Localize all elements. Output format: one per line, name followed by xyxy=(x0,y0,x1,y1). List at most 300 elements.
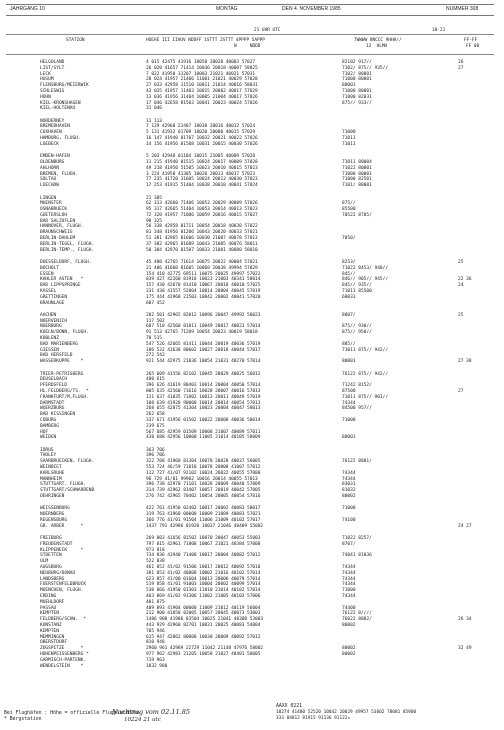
station-name: PASSAU xyxy=(40,605,57,611)
gust-groups: 26 xyxy=(458,60,464,65)
station-name: FLENSBURG/MEIERWIK xyxy=(40,83,89,89)
handwritten-time: 10224 21 utc xyxy=(124,717,161,723)
station-name: ERDING xyxy=(40,594,57,600)
station-name: AACHEN xyxy=(40,312,57,318)
station-name: KASSEL xyxy=(40,288,57,294)
table-row xyxy=(0,494,504,500)
legend-mountain-note: * Bergstation xyxy=(4,717,42,722)
station-name: DUESSELDORF, FLUGH. xyxy=(40,260,92,265)
station-group xyxy=(0,196,504,254)
station-name: EMDEN-HAFEN xyxy=(40,154,70,160)
station-name: OSNABRUECK xyxy=(40,207,68,213)
synop-groups: 1486 908 41986 83504 10025 21041 48388 53003 xyxy=(146,617,264,623)
station-name: REGENSBURG xyxy=(40,517,68,523)
synop-groups: 157 430 42670 81410 10067 20018 40010 57025 xyxy=(146,283,261,289)
weather-groups: 71011 85500 xyxy=(342,288,372,294)
synop-groups: 91 513 42765 71209 10054 20023 40019 58018 xyxy=(146,330,258,336)
weather-groups: 80002 xyxy=(342,494,356,500)
volume-label: JAHRGANG 10 xyxy=(10,6,45,12)
weather-groups: 71000 80001 xyxy=(342,88,372,94)
groups-column-header: HOEHE III IIHUV NDDFF 1STTT 2STTT 4PPPP 5APPP xyxy=(146,38,265,43)
weather-groups: 82102 917// xyxy=(342,60,372,65)
weather-groups: 71000 xyxy=(342,130,356,136)
station-name: WENDELSTEIN * xyxy=(40,663,84,669)
weather-groups: 71000 82031 xyxy=(342,94,372,100)
synop-groups: 276 742 42965 70402 10054 20005 40054 57016 xyxy=(146,494,261,500)
synop-groups: 401 875 xyxy=(146,599,165,605)
table-row xyxy=(0,359,504,365)
station-name: KEMPTEN xyxy=(40,611,59,617)
station-name: HOHENPEISSENBERG * xyxy=(40,652,89,658)
station-column-header: STATION xyxy=(66,38,85,43)
synop-groups: 366 776 41/01 91504 11006 21009 40102 57017 xyxy=(146,517,261,523)
station-group xyxy=(0,372,504,442)
synop-groups: 17 046 42658 81503 10041 20023 40024 57026 xyxy=(146,100,258,106)
weather-groups: 87500 xyxy=(342,388,356,394)
synop-groups: 797 815 42961 71808 10067 21021 48384 57008 xyxy=(146,541,261,547)
station-name: STOETTEN xyxy=(40,553,62,559)
weather-groups: 7050/ xyxy=(342,236,356,242)
synop-groups: 314 739 42962 81407 10057 20019 40042 57005 xyxy=(146,488,261,494)
synop-groups: 43 035 41957 11403 10015 20002 40017 57029 xyxy=(146,88,258,94)
weather-groups: 875// 950// xyxy=(342,330,372,336)
synop-groups: 973 818 xyxy=(146,547,165,553)
synop-groups: 16 147 41940 01707 10032 20021 40022 57026 xyxy=(146,136,258,142)
synop-groups: 719 963 xyxy=(146,657,165,663)
station-name: STUTTGART, FLUGH. xyxy=(40,482,87,488)
station-name: FRANKFURT/M,FLUGH. xyxy=(40,394,89,400)
station-name: GRETTINGEN xyxy=(40,294,68,300)
station-name: SAARBRUECKEN, FLUGH. xyxy=(40,459,95,465)
weather-groups: 71011 875// 942// xyxy=(342,347,389,353)
station-name: KOELN/BONN, FLUGH. xyxy=(40,330,89,336)
synop-groups: 26 020 41657 71414 10036 20018 40007 58025 xyxy=(146,65,258,71)
weekday-label: MONTAG xyxy=(216,6,238,12)
station-name: KIEL-HOLTENAU xyxy=(40,106,76,112)
gust-subheader: FF 08 xyxy=(466,44,480,49)
gust-groups: 24 xyxy=(458,283,464,289)
synop-groups: 519 858 41/01 91003 10004 20002 40099 57014 xyxy=(146,582,261,588)
synop-groups: 175 444 42960 21503 10042 20002 40041 57020 xyxy=(146,294,261,300)
station-name: HUSUM xyxy=(40,77,54,83)
station-name: BREMERHAVEN xyxy=(40,124,70,130)
synop-groups: 27 033 42958 11510 10011 21014 40016 58031 xyxy=(146,83,258,89)
weather-groups: 74344 xyxy=(342,570,356,576)
station-group xyxy=(0,313,504,365)
station-name: WUERZBURG xyxy=(40,406,65,412)
synop-groups: 95 317 42665 51404 10053 20014 40013 57023 xyxy=(146,207,258,213)
synop-groups: 262 658 xyxy=(146,412,165,418)
station-name: KARLSRUHE xyxy=(40,470,65,476)
synop-groups: 839 427 42260 81918 10023 21003 48341 58014 xyxy=(146,277,261,283)
date-label: DEN 4. NOVEMBER 1985 xyxy=(282,6,341,12)
synop-groups: 3 224 41950 41305 10020 20013 40017 57023 xyxy=(146,171,256,177)
weather-groups: 8807/ xyxy=(342,312,356,318)
station-name: MUEHLDORF xyxy=(40,599,65,605)
synop-groups: 607 452 xyxy=(146,300,165,306)
synop-groups: 186 532 41638 80602 10027 20018 40044 57017 xyxy=(146,347,261,353)
weather-groups: 70522 8705/ xyxy=(342,212,372,218)
document-header xyxy=(6,4,494,16)
station-name: HOHN xyxy=(40,94,51,100)
weather-groups: 60033 xyxy=(342,294,356,300)
table-row xyxy=(0,301,504,307)
synop-groups: 5 131 41932 01709 10020 20000 40015 57029 xyxy=(146,130,256,136)
synop-groups: 231 438 41557 52004 10014 20004 40045 57019 xyxy=(146,288,261,294)
station-name: BAD HERSFELD xyxy=(40,353,73,359)
synop-groups: 921 544 42975 21836 10054 21031 48270 57014 xyxy=(146,359,261,365)
synop-groups: 463 869 41/02 91306 11002 21005 40103 57006 xyxy=(146,594,261,600)
station-name: FUERSTENFELDBRUCK xyxy=(40,582,87,588)
station-name: MUENSTER xyxy=(40,201,62,207)
synop-groups: 112 727 41/07 92102 10024 20022 40055 57008 xyxy=(146,470,261,476)
station-group xyxy=(0,260,504,306)
synop-groups: 5 203 42940 01104 10015 21005 40009 57028 xyxy=(146,154,256,160)
addendum-line-2: 333 84812 81915 91136 91122= xyxy=(276,716,351,721)
synop-groups: 96 729 41/01 99902 10016 20014 40055 57013 xyxy=(146,476,258,482)
gust-groups: 24 27 xyxy=(458,523,472,529)
station-name: SCHLESWIG xyxy=(40,88,65,94)
station-name: COBURG xyxy=(40,417,57,423)
station-name: OEHRINGEN xyxy=(40,494,65,500)
station-name: WEIDEN xyxy=(40,435,57,441)
station-group xyxy=(0,60,504,112)
synop-groups: 11 113 xyxy=(146,118,162,124)
gust-groups: 26 34 xyxy=(458,617,472,623)
synop-groups: 21 406 41660 81605 10068 20038 49994 57029 xyxy=(146,265,258,271)
station-group xyxy=(0,448,504,500)
station-name: IDRUS xyxy=(40,447,54,453)
station-name: MUENCHEN, FLUGH. xyxy=(40,588,84,594)
synop-groups: 154 410 42775 69511 10075 20025 49997 57022 xyxy=(146,271,261,277)
synop-groups: 21 305 xyxy=(146,195,162,201)
station-name: TRIER-PETRISBERG xyxy=(40,371,84,377)
weather-groups: 74344 xyxy=(342,576,356,582)
synop-groups: 265 609 41556 82102 10045 20029 40025 56012 xyxy=(146,371,261,377)
station-name: BAD SALZUFLEN xyxy=(40,218,76,224)
station-name: KAHLER ASTEN * xyxy=(40,277,84,283)
table-row xyxy=(0,142,504,148)
synop-groups: 363 706 xyxy=(146,447,165,453)
station-name: WASSERKUPPE * xyxy=(40,359,84,365)
synop-groups: 45 400 42765 71614 10075 20022 40004 57021 xyxy=(146,260,258,265)
station-name: MEMMINGEN xyxy=(40,634,65,640)
weather-groups: 80002 xyxy=(342,646,356,652)
weather-groups: 71011 875// 901// xyxy=(342,394,389,400)
weather-groups: 80001 xyxy=(342,83,356,89)
weather-groups: 875// 930// xyxy=(342,324,372,330)
station-name: BRAUNSCHWEIG xyxy=(40,230,73,236)
synop-groups: 31 046 xyxy=(146,106,162,112)
weather-groups: 71022 80001 xyxy=(342,165,372,171)
weather-groups: 80002 xyxy=(342,623,356,629)
station-name: HELGOLAND xyxy=(40,60,65,65)
synop-groups: 49 218 41950 51505 10023 20010 40015 57023 xyxy=(146,165,258,171)
station-name: AHLHORN xyxy=(40,165,59,171)
weather-groups: 74344 xyxy=(342,476,356,482)
station-name: OBERSTDORF xyxy=(40,640,68,646)
station-name: HOF xyxy=(40,429,49,435)
station-name: LANDSBERG xyxy=(40,576,65,582)
weather-groups: 85500 xyxy=(342,207,356,213)
table-row xyxy=(0,524,504,530)
table-row xyxy=(0,183,504,189)
synop-groups: 319 763 41960 00000 10009 21009 40083 57021 xyxy=(146,512,261,518)
gust-groups: 27 38 xyxy=(458,359,472,365)
time-label: 21 UHR UTC xyxy=(254,28,281,33)
synop-groups: 11 215 41940 01515 10024 20017 40009 57028 xyxy=(146,159,258,165)
weather-subheader: 12 HLMH xyxy=(366,44,388,49)
weather-groups: 71000 xyxy=(342,417,356,423)
station-name: DARMSTADT xyxy=(40,400,65,406)
weather-groups: 74344 xyxy=(342,565,356,571)
synop-groups: 1437 791 42986 01920 10037 21046 48409 55002 xyxy=(146,523,264,529)
station-group xyxy=(0,506,504,529)
station-name: NUERBURG xyxy=(40,324,62,330)
weather-groups: 71000 80001 xyxy=(342,171,372,177)
station-name: FREUDENSTADT xyxy=(40,541,73,547)
issue-number: NUMMER 308 xyxy=(446,6,479,12)
synop-groups: 14 156 41956 01508 10031 20015 40030 57026 xyxy=(146,141,258,147)
synop-groups: 272 542 xyxy=(146,353,165,359)
station-name: LIST/SYLT xyxy=(40,65,65,71)
table-row xyxy=(0,664,504,670)
weather-groups: 8707/ xyxy=(342,541,356,547)
station-name: HL.FELDBERG/TS. * xyxy=(40,388,89,394)
weather-groups: 71022 8257/ xyxy=(342,536,372,542)
handwritten-note: Nachtrag vom 02.11.85 xyxy=(112,708,190,716)
station-name: KEMPTEN xyxy=(40,628,59,634)
synop-groups: 396 706 xyxy=(146,453,165,459)
synop-groups: 212 900 41850 82005 10057 20045 40073 53003 xyxy=(146,611,261,617)
station-name: LINGEN xyxy=(40,195,57,201)
synop-groups: 239 675 xyxy=(146,423,165,429)
synop-groups: 422 761 41950 02402 10017 20002 40083 58017 xyxy=(146,506,261,512)
synop-groups: 396 626 41619 80403 10014 20004 40050 57014 xyxy=(146,383,261,389)
addendum-header: AAXX 0221 xyxy=(276,704,302,709)
station-name: GIESSEN xyxy=(40,347,59,353)
weather-groups: 7101/ 80001 xyxy=(342,183,372,189)
station-group xyxy=(0,119,504,148)
synop-groups: 108 639 41920 90000 10014 20014 40054 57013 xyxy=(146,400,261,406)
weather-groups: 846// 905// 945// xyxy=(342,277,389,283)
station-name: BAD MARIENBERG xyxy=(40,341,78,347)
synop-groups: 77 235 41720 31605 10024 20013 40030 57023 xyxy=(146,177,258,183)
gust-groups: 27 xyxy=(458,388,464,394)
synop-groups: 1832 980 xyxy=(146,663,168,669)
gust-column-header: FF-FF xyxy=(464,38,478,43)
gust-groups: 25 xyxy=(458,312,464,318)
station-name: KLIPPENECK * xyxy=(40,547,84,553)
station-group xyxy=(0,536,504,669)
synop-groups: 322 708 41960 81304 10078 20028 40037 56005 xyxy=(146,459,261,465)
station-name: BREMEN, FLUGH. xyxy=(40,171,78,177)
station-name: BAD LIPPSPRINGE xyxy=(40,283,81,289)
weather-groups: 845// 935// xyxy=(342,283,372,289)
station-name: CUXHAVEN xyxy=(40,130,62,136)
station-name: THOLEY xyxy=(40,453,57,459)
synop-groups: 70 515 xyxy=(146,336,162,342)
synop-groups: 7 129 42960 21407 10030 20016 40012 57024 xyxy=(146,124,256,130)
time-range-label: 18-21 xyxy=(432,28,446,33)
synop-groups: 547 526 42665 81411 10044 20019 40036 57019 xyxy=(146,341,261,347)
weather-groups: 71000 xyxy=(342,588,356,594)
station-name: WEINBIET xyxy=(40,465,62,471)
synop-groups: 615 947 42862 80000 10030 20009 40092 57012 xyxy=(146,634,261,640)
weather-groups: 80001 xyxy=(342,359,356,365)
synop-groups: 409 893 41904 00000 11009 21012 40119 56004 xyxy=(146,605,261,611)
weather-groups: 76122 8801/ xyxy=(342,459,372,465)
station-name: KIEL-KRONSHAGEN xyxy=(40,100,81,106)
table-row xyxy=(0,435,504,441)
synop-groups: 805 635 42560 71616 10028 20007 40016 57013 xyxy=(146,388,261,394)
station-name: MANNHEIM xyxy=(40,476,62,482)
synop-groups: 396 738 42970 71101 10028 20009 40040 57009 xyxy=(146,482,261,488)
synop-groups: 81 348 41956 01206 10043 20020 40033 57021 xyxy=(146,230,258,236)
synop-groups: 50 384 42970 01507 10033 21001 40080 58010 xyxy=(146,247,258,253)
station-name: ZUGSPITZE * xyxy=(40,646,84,652)
synop-groups: 62 313 42660 71406 10053 20029 40009 57026 xyxy=(146,201,258,207)
synop-groups: 98 325 xyxy=(146,218,162,224)
weather-groups: 71011 80004 xyxy=(342,159,372,165)
station-name: PFERDSFELD xyxy=(40,383,68,389)
gust-groups: 32 49 xyxy=(458,646,472,652)
weather-groups: 76122 8//// xyxy=(342,611,372,617)
station-name: NEUBURG/DONAU xyxy=(40,570,76,576)
station-name: ULM xyxy=(40,559,49,565)
station-name: STUTTGART/SCHNARRENB xyxy=(40,488,95,494)
station-name: NORDERNEY xyxy=(40,118,65,124)
weather-groups: 74041 81036 xyxy=(342,553,372,559)
synop-groups: 530 866 41950 01303 11010 21014 40102 57014 xyxy=(146,588,261,594)
station-name: KONSTANZ xyxy=(40,623,62,629)
station-group xyxy=(0,154,504,189)
station-name: GR. ARBER * xyxy=(40,523,84,529)
synop-groups: 4 015 42475 41916 10058 20020 40003 57027 xyxy=(146,60,256,65)
synop-groups: 810 948 xyxy=(146,640,165,646)
synop-groups: 2960 961 42989 22729 11042 21148 47976 58002 xyxy=(146,646,264,652)
synop-groups: 56 338 42958 01711 10054 20018 40030 57022 xyxy=(146,224,258,230)
synop-groups: 480 615 xyxy=(146,377,165,383)
synop-groups: 438 688 42956 10000 11005 21014 40105 58009 xyxy=(146,435,261,441)
table-row xyxy=(0,248,504,254)
weather-groups: 71022 8453/ 940// xyxy=(342,265,389,271)
synop-groups: 705 946 xyxy=(146,628,165,634)
weather-groups: 80002 xyxy=(342,652,356,658)
groups-subheader: N NDDD xyxy=(234,44,261,49)
station-name: FREIBURG xyxy=(40,536,62,542)
station-name: ESSEN xyxy=(40,271,54,277)
station-name: LUECHOW xyxy=(40,183,59,189)
synop-groups: 72 320 41957 71006 10059 20016 40015 57027 xyxy=(146,212,258,218)
synop-groups: 13 036 41956 31404 10005 21004 40017 57026 xyxy=(146,94,258,100)
station-name: BAD KISSINGEN xyxy=(40,412,76,418)
weather-groups: 885// xyxy=(342,341,356,347)
station-name: NUERNBERG xyxy=(40,512,65,518)
synop-groups: 51 381 42965 01606 10030 21007 40078 57013 xyxy=(146,236,258,242)
synop-groups: 202 501 42965 82012 10096 20047 49992 58023 xyxy=(146,312,261,318)
synop-groups: 522 838 xyxy=(146,559,165,565)
station-name: WEISSENBURG xyxy=(40,506,70,512)
synop-groups: 37 382 42965 01609 10043 21005 40076 58011 xyxy=(146,241,258,247)
weather-column-header: 7WWWW 8NCCC 9HHH// xyxy=(354,38,402,43)
legend-airport-note: Bei Flughäfen : Höhe = offizielle Flugplatzhöhe xyxy=(4,711,140,716)
station-name: OLDENBURG xyxy=(40,159,65,165)
weather-groups: 71242 8152/ xyxy=(342,383,372,389)
synop-groups: 337 671 41956 01502 10022 20008 40036 58014 xyxy=(146,417,261,423)
weather-groups: 74344 xyxy=(342,400,356,406)
station-name: KOBLENZ xyxy=(40,336,59,342)
weather-groups: 71000 82501 xyxy=(342,177,372,183)
synop-groups: 7 022 41950 31207 10003 21021 40021 57031 xyxy=(146,71,256,77)
gust-groups: 25 xyxy=(458,260,464,265)
weather-groups: 71011 xyxy=(342,136,356,142)
station-name: DEUSELBACH xyxy=(40,377,68,383)
weather-groups: 74344 xyxy=(342,582,356,588)
weather-groups: 7102/ 875// 935// xyxy=(342,65,389,71)
weather-groups: 74100 xyxy=(342,517,356,523)
weather-groups: 74344 xyxy=(342,470,356,476)
station-name: BERLIN-TEMP., FLUGH. xyxy=(40,247,95,253)
weather-groups: 74344 xyxy=(342,594,356,600)
synop-groups: 461 852 41/02 91506 10017 20012 40092 57010 xyxy=(146,565,261,571)
station-name: HANNOVER, FLUGH. xyxy=(40,224,84,230)
station-name: BOCHOLT xyxy=(40,265,59,271)
synop-groups: 553 724 46/59 71818 10078 20008 41007 57012 xyxy=(146,465,261,471)
synop-groups: 269 803 41656 81502 10070 20047 40053 55003 xyxy=(146,536,261,542)
synop-groups: 17 253 41915 51404 10038 20010 40041 57024 xyxy=(146,183,258,189)
synop-groups: 28 024 41957 21406 11001 21021 40029 57020 xyxy=(146,77,258,83)
weather-groups: 76022 8802/ xyxy=(342,617,372,623)
station-name: BERLIN-TEGEL, FLUGH. xyxy=(40,241,95,247)
station-name: LECK xyxy=(40,71,51,77)
station-name: AUGSBURG xyxy=(40,565,62,571)
station-name: GARMISCH-PARTENK. xyxy=(40,657,87,663)
weather-groups: 76122 875// 942// xyxy=(342,371,389,377)
weather-groups: 80001 xyxy=(342,435,356,441)
weather-groups: 71011 xyxy=(342,141,356,147)
weather-groups: 84500 957// xyxy=(342,406,372,412)
synop-groups: 111 637 41035 71802 10013 20011 40049 57019 xyxy=(146,394,261,400)
station-name: FELDBERG/SCHW. * xyxy=(40,617,87,623)
station-name: BERLIN-DAHLEM xyxy=(40,236,76,242)
station-name: LUEBECK xyxy=(40,141,59,147)
synop-groups: 567 685 42959 01509 10008 21007 40089 57011 xyxy=(146,429,261,435)
synop-groups: 268 655 42875 41304 10023 20004 40047 58013 xyxy=(146,406,261,412)
weather-groups: 875// xyxy=(342,201,356,207)
station-name: SOLTAU xyxy=(40,177,57,183)
gust-groups: 27 xyxy=(458,65,464,71)
gust-groups: 22 36 xyxy=(458,277,472,283)
header-rule-top xyxy=(6,34,494,35)
weather-groups: 71000 80001 xyxy=(342,77,372,83)
weather-groups: 8253/ xyxy=(342,260,356,265)
weather-groups: 83031 xyxy=(342,482,356,488)
header-rule-bottom xyxy=(6,54,494,55)
synop-groups: 734 836 41940 71408 10017 20004 40082 57012 xyxy=(146,553,261,559)
weather-groups: 875// 933// xyxy=(342,100,372,106)
station-name: NOERVENICH xyxy=(40,318,68,324)
synop-groups: 117 502 xyxy=(146,318,165,324)
table-row xyxy=(0,106,504,112)
synop-groups: 977 962 42983 21205 10058 21027 48401 58005 xyxy=(146,652,261,658)
weather-groups: 7102/ 80001 xyxy=(342,71,372,77)
station-name: GUETERSLOH xyxy=(40,212,68,218)
synop-groups: 623 857 41/00 01604 10013 20006 40079 57014 xyxy=(146,576,261,582)
station-name: HAMBURG, FLUGH. xyxy=(40,136,81,142)
weather-groups: 845// xyxy=(342,271,356,277)
station-name: BRAUNLAGE xyxy=(40,300,65,306)
